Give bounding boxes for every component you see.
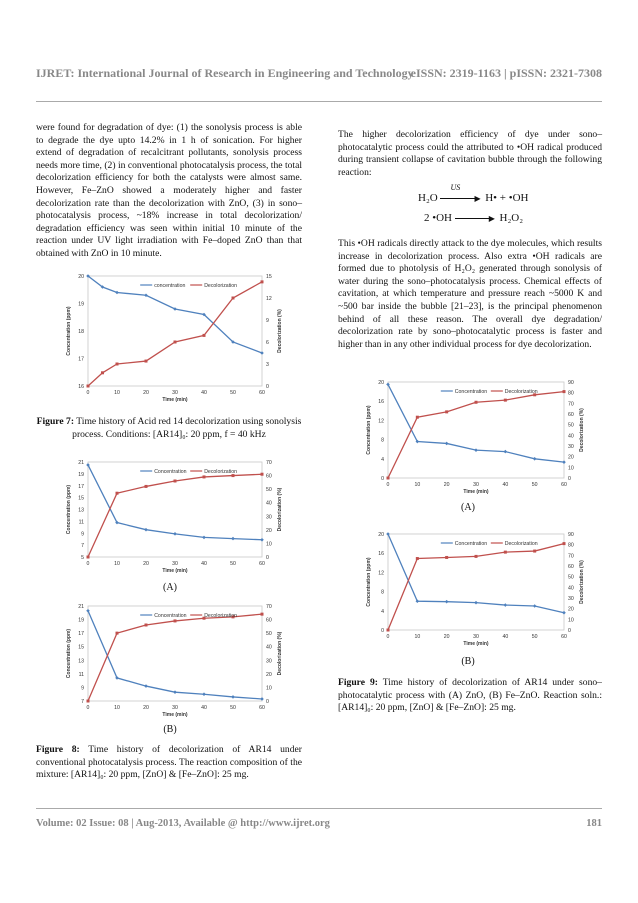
- y2-tick-label: 50: [266, 487, 272, 494]
- data-point-decolorization: [174, 341, 177, 344]
- data-point-decolorization: [504, 551, 507, 554]
- y-tick-label: 12: [378, 418, 384, 425]
- y-axis-label: Concentration (ppm): [66, 306, 72, 356]
- series-line-decolorization: [88, 614, 262, 701]
- y-tick-label: 15: [78, 495, 84, 502]
- y2-axis-label: Decolorization (%): [277, 487, 283, 532]
- y2-tick-label: 0: [266, 384, 269, 390]
- data-point-decolorization: [116, 632, 119, 635]
- data-point-concentration: [173, 690, 177, 694]
- data-point-concentration: [144, 528, 148, 532]
- y-tick-label: 20: [78, 274, 84, 280]
- data-point-concentration: [474, 601, 478, 605]
- plot-area: [88, 462, 262, 557]
- x-tick-label: 40: [201, 561, 207, 567]
- data-point-decolorization: [145, 485, 148, 488]
- fig7-caption-label: Figure 7:: [36, 416, 75, 427]
- data-point-concentration: [115, 676, 119, 680]
- y-tick-label: 20: [378, 380, 384, 386]
- legend-label: Concentration: [454, 389, 488, 395]
- y-tick-label: 17: [78, 483, 84, 490]
- y-tick-label: 19: [78, 471, 84, 478]
- y-tick-label: 5: [81, 555, 84, 561]
- y-tick-label: 8: [381, 437, 384, 444]
- equation-1: [418, 183, 588, 204]
- y2-tick-label: 50: [568, 574, 574, 581]
- x-tick-label: 10: [414, 634, 421, 640]
- x-tick-label: 30: [473, 634, 479, 640]
- y2-tick-label: 40: [568, 433, 574, 440]
- x-tick-label: 60: [259, 390, 265, 396]
- left-column-text: [36, 122, 302, 261]
- data-point-decolorization: [563, 542, 566, 545]
- x-tick-label: 60: [561, 482, 567, 488]
- data-point-concentration: [115, 291, 119, 295]
- data-point-decolorization: [203, 475, 206, 478]
- x-tick-label: 50: [230, 561, 236, 567]
- eq2-arrow: ▶: [455, 213, 497, 223]
- data-point-decolorization: [563, 390, 566, 393]
- x-axis-label: Time (min): [162, 568, 188, 574]
- eq2-left: 2 •OH: [424, 212, 452, 224]
- y2-tick-label: 50: [266, 631, 272, 638]
- data-point-decolorization: [445, 410, 448, 413]
- x-tick-label: 50: [230, 705, 236, 711]
- data-point-decolorization: [261, 280, 264, 283]
- y-tick-label: 16: [378, 551, 384, 558]
- data-point-decolorization: [116, 363, 119, 366]
- data-point-concentration: [504, 603, 508, 607]
- legend-label: concentration: [154, 283, 186, 289]
- right-paragraph-1: The higher decolorization efficiency of dye under sono–photocatalytic process could the attributed to •OH radical produced during transient collapse of cavitation bubble through the following reaction:: [338, 129, 602, 178]
- y2-tick-label: 6: [266, 340, 269, 346]
- data-point-concentration: [416, 599, 420, 603]
- x-tick-label: 30: [172, 561, 178, 567]
- data-point-concentration: [231, 537, 235, 541]
- y2-tick-label: 40: [266, 500, 272, 507]
- x-tick-label: 10: [114, 705, 120, 711]
- legend-label: Decolorization: [204, 283, 238, 289]
- y2-tick-label: 30: [568, 596, 574, 602]
- y-axis-label: Concentration (ppm): [366, 405, 372, 455]
- y2-axis-label: Decolorization (%): [277, 631, 283, 676]
- data-point-concentration: [533, 604, 537, 608]
- legend-label: Decolorization: [204, 469, 238, 475]
- data-point-decolorization: [116, 492, 119, 495]
- data-point-concentration: [173, 532, 177, 536]
- y-tick-label: 11: [78, 519, 84, 526]
- y-tick-label: 7: [81, 543, 84, 550]
- y2-tick-label: 0: [266, 555, 269, 561]
- right-column-text-2: [338, 238, 602, 351]
- y2-tick-label: 20: [568, 606, 574, 613]
- x-tick-label: 0: [86, 390, 90, 396]
- legend-label: Decolorization: [504, 389, 538, 395]
- y2-tick-label: 90: [568, 380, 574, 386]
- series-line-decolorization: [88, 282, 262, 386]
- eq1-right: H• + •OH: [485, 192, 529, 204]
- y2-tick-label: 15: [266, 274, 272, 280]
- data-point-decolorization: [533, 550, 536, 553]
- y-tick-label: 9: [81, 531, 84, 538]
- y2-tick-label: 70: [266, 604, 272, 610]
- fig9a-label: (A): [461, 502, 475, 513]
- right-column-text-1: [338, 129, 602, 179]
- data-point-decolorization: [445, 556, 448, 559]
- x-tick-label: 50: [531, 634, 538, 640]
- y2-tick-label: 10: [568, 617, 574, 624]
- fig9b-label: (B): [461, 656, 475, 667]
- series-line-concentration: [88, 465, 262, 540]
- y2-tick-label: 80: [568, 542, 574, 549]
- fig8a-label: (A): [163, 582, 177, 593]
- y2-tick-label: 70: [266, 460, 272, 466]
- x-axis-label: Time (min): [162, 712, 188, 718]
- x-tick-label: 40: [502, 634, 509, 640]
- footer-volume: Volume: 02 Issue: 08 | Aug-2013, Available @ http://www.ijret.org: [36, 818, 330, 829]
- data-point-decolorization: [475, 555, 478, 558]
- data-point-decolorization: [101, 371, 104, 374]
- chart-fig9b: [358, 524, 590, 650]
- legend-label: Concentration: [154, 469, 187, 475]
- x-tick-label: 0: [86, 561, 90, 567]
- x-axis-label: Time (min): [463, 641, 489, 647]
- x-tick-label: 10: [114, 390, 120, 396]
- data-point-concentration: [260, 697, 264, 701]
- x-tick-label: 40: [502, 482, 509, 488]
- legend-label: Concentration: [154, 613, 187, 619]
- x-tick-label: 20: [443, 634, 450, 640]
- y-tick-label: 17: [78, 631, 84, 638]
- y2-tick-label: 90: [568, 532, 574, 538]
- legend-label: Decolorization: [204, 613, 238, 619]
- y2-axis-label: Decolorization (%): [579, 408, 585, 452]
- y-tick-label: 16: [78, 384, 84, 390]
- y-tick-label: 13: [78, 507, 84, 514]
- y2-tick-label: 30: [266, 514, 272, 521]
- right-paragraph-2: This •OH radicals directly attack to the dye molecules, which results increase in decolorization process. Also extra •OH radicals are formed due to photolysis of H₂O₂ generated through sonolysis of water during the sono–photocatalysis process. Chemical effects of cavitation, at which temperature and pressure reach ~5000 K and ~500 bar inside the bubble [21–23], is the principal phenomenon behind of all these reason. The overall dye degradation/ decolorization rate by sono–photocatalytic process is faster and higher than in any other individual process for dye decolorization.: [338, 238, 602, 350]
- left-paragraph-1: were found for degradation of dye: (1) the sonolysis process is able to degrade the dye upto 14.2% in 1 h of sonication. For higher extend of degradation of recalcitrant pollutants, sonolysis process needs more time, (2) in conventional photocatalysis process, the total decolorization efficiency for both the catalysts were almost same. However, Fe–ZnO showed a moderately higher and faster decolorization rate than the decolorization with ZnO, (3) in sono–photocatalysis process, ~18% increase in total decolorization/ degradation efficiency was seen within initial 10 minute of the reaction under UV light irradiation with Fe–doped ZnO than that obtained with ZnO in 10 minute.: [36, 122, 302, 259]
- y-tick-label: 16: [378, 399, 384, 406]
- fig9-caption-label: Figure 9:: [338, 677, 378, 688]
- footer-rule: [36, 808, 602, 809]
- data-point-concentration: [474, 448, 478, 452]
- fig8-caption: [36, 744, 302, 782]
- journal-title: IJRET: International Journal of Research in Engineering and Technology: [36, 66, 414, 80]
- data-point-decolorization: [203, 334, 206, 337]
- x-tick-label: 0: [86, 705, 90, 711]
- y2-tick-label: 10: [266, 685, 272, 692]
- data-point-concentration: [260, 351, 264, 355]
- data-point-decolorization: [145, 360, 148, 363]
- legend-label: Concentration: [454, 541, 488, 547]
- y2-tick-label: 20: [266, 671, 272, 678]
- y-tick-label: 0: [381, 476, 384, 482]
- data-point-decolorization: [387, 629, 390, 632]
- y-tick-label: 15: [78, 644, 84, 651]
- issn: eISSN: 2319-1163 | pISSN: 2321-7308: [410, 66, 602, 80]
- y-tick-label: 21: [78, 604, 84, 610]
- fig8-caption-label: Figure 8:: [36, 744, 80, 755]
- data-point-concentration: [386, 532, 390, 536]
- data-point-decolorization: [87, 700, 90, 703]
- header-rule: [36, 101, 602, 102]
- data-point-decolorization: [87, 556, 90, 559]
- plot-area: [388, 382, 564, 478]
- chart-fig7: [58, 266, 288, 406]
- data-point-concentration: [504, 450, 508, 454]
- y2-tick-label: 40: [568, 585, 574, 592]
- data-point-decolorization: [261, 613, 264, 616]
- y2-tick-label: 20: [568, 454, 574, 461]
- y2-tick-label: 12: [266, 296, 272, 302]
- y-tick-label: 20: [378, 532, 384, 538]
- y-axis-label: Concentration (ppm): [66, 628, 72, 679]
- y2-tick-label: 0: [568, 476, 571, 482]
- y-tick-label: 17: [78, 356, 84, 363]
- chart-fig8b: [58, 596, 288, 721]
- data-point-decolorization: [504, 399, 507, 402]
- x-tick-label: 60: [259, 561, 265, 567]
- y-tick-label: 19: [78, 301, 84, 308]
- y-axis-label: Concentration (ppm): [366, 557, 372, 607]
- x-tick-label: 20: [443, 482, 450, 488]
- x-axis-label: Time (min): [162, 397, 188, 403]
- x-tick-label: 30: [172, 705, 178, 711]
- y2-tick-label: 0: [266, 699, 269, 705]
- x-tick-label: 40: [201, 705, 207, 711]
- eq1-over-label: US: [450, 183, 461, 193]
- x-axis-label: Time (min): [463, 489, 489, 495]
- x-tick-label: 40: [201, 390, 207, 396]
- x-tick-label: 20: [143, 705, 149, 711]
- y2-tick-label: 0: [568, 628, 571, 634]
- data-point-decolorization: [475, 401, 478, 404]
- data-point-concentration: [144, 684, 148, 688]
- data-point-concentration: [202, 692, 206, 696]
- y-tick-label: 4: [381, 456, 384, 463]
- y-tick-label: 9: [81, 685, 84, 692]
- data-point-decolorization: [174, 480, 177, 483]
- y-tick-label: 8: [381, 589, 384, 596]
- eq1-arrow: US ▶: [440, 193, 482, 203]
- data-point-concentration: [202, 536, 206, 540]
- y2-tick-label: 10: [266, 541, 272, 548]
- y2-tick-label: 30: [568, 444, 574, 450]
- data-point-concentration: [231, 695, 235, 699]
- y2-tick-label: 50: [568, 422, 574, 429]
- y2-tick-label: 9: [266, 318, 269, 324]
- x-tick-label: 0: [386, 482, 390, 488]
- y-tick-label: 19: [78, 617, 84, 624]
- data-point-concentration: [445, 442, 449, 446]
- y-tick-label: 11: [78, 671, 84, 678]
- equation-2: [424, 212, 594, 224]
- data-point-decolorization: [174, 619, 177, 622]
- y2-axis-label: Decolorization (%): [579, 560, 585, 604]
- y2-axis-label: Decolorization (%): [277, 309, 283, 353]
- eq1-left: H₂O: [418, 192, 438, 204]
- y-axis-label: Concentration (ppm): [66, 484, 72, 535]
- x-tick-label: 10: [414, 482, 421, 488]
- y2-tick-label: 80: [568, 390, 574, 397]
- x-tick-label: 50: [230, 390, 236, 396]
- y-tick-label: 7: [81, 699, 84, 705]
- x-tick-label: 60: [561, 634, 567, 640]
- y2-tick-label: 10: [568, 465, 574, 472]
- page-number: 181: [586, 818, 602, 829]
- plot-area: [88, 276, 262, 386]
- chart-fig8a: [58, 452, 288, 577]
- legend-label: Decolorization: [504, 541, 538, 547]
- y2-tick-label: 60: [568, 412, 574, 418]
- fig7-caption: [36, 416, 302, 441]
- fig8-caption-text: Time history of decolorization of AR14 under conventional photocatalysis process. The reaction composition of the mixture: [AR14]₀: 20 ppm, [ZnO] & [Fe–ZnO]: 25 mg.: [36, 744, 302, 781]
- y-tick-label: 0: [381, 628, 384, 634]
- fig9-caption-text: Time history of decolorization of AR14 under sono–photocatalytic process with (A) ZnO, (B) Fe–ZnO. Reaction soln.: [AR14]₀: 20 ppm, [ZnO] & [Fe–ZnO]: 25 mg.: [338, 677, 602, 714]
- y2-tick-label: 60: [568, 564, 574, 570]
- data-point-concentration: [533, 457, 537, 461]
- data-point-concentration: [86, 609, 90, 613]
- x-tick-label: 30: [473, 482, 479, 488]
- plot-area: [388, 534, 564, 630]
- x-tick-label: 0: [386, 634, 390, 640]
- data-point-decolorization: [387, 477, 390, 480]
- x-tick-label: 50: [531, 482, 538, 488]
- y2-tick-label: 30: [266, 658, 272, 665]
- y2-tick-label: 70: [568, 401, 574, 408]
- y-tick-label: 12: [378, 570, 384, 577]
- data-point-concentration: [562, 611, 566, 615]
- x-tick-label: 10: [114, 561, 120, 567]
- x-tick-label: 20: [143, 390, 149, 396]
- y-tick-label: 18: [78, 329, 84, 335]
- series-line-concentration: [88, 611, 262, 699]
- y2-tick-label: 20: [266, 527, 272, 534]
- y2-tick-label: 3: [266, 362, 269, 368]
- data-point-decolorization: [87, 385, 90, 388]
- data-point-decolorization: [416, 416, 419, 419]
- data-point-decolorization: [145, 624, 148, 627]
- fig8b-label: (B): [163, 724, 177, 735]
- fig7-caption-text: Time history of Acid red 14 decolorization using sonolysis process. Conditions: [AR14]₀: 20 ppm, f = 40 kHz: [72, 416, 302, 440]
- chart-fig9a: [358, 372, 590, 498]
- y-tick-label: 13: [78, 658, 84, 665]
- eq2-right: H₂O₂: [499, 212, 524, 224]
- x-tick-label: 60: [259, 705, 265, 711]
- data-point-decolorization: [416, 557, 419, 560]
- y2-tick-label: 60: [266, 617, 272, 624]
- data-point-decolorization: [232, 297, 235, 300]
- fig9-caption: [338, 677, 602, 715]
- y-tick-label: 21: [78, 460, 84, 466]
- data-point-concentration: [260, 538, 264, 542]
- data-point-concentration: [445, 600, 449, 604]
- data-point-concentration: [562, 460, 566, 464]
- y2-tick-label: 60: [266, 473, 272, 480]
- y-tick-label: 4: [381, 608, 384, 615]
- x-tick-label: 20: [143, 561, 149, 567]
- y2-tick-label: 70: [568, 553, 574, 560]
- y2-tick-label: 40: [266, 644, 272, 651]
- data-point-decolorization: [261, 473, 264, 476]
- x-tick-label: 30: [172, 390, 178, 396]
